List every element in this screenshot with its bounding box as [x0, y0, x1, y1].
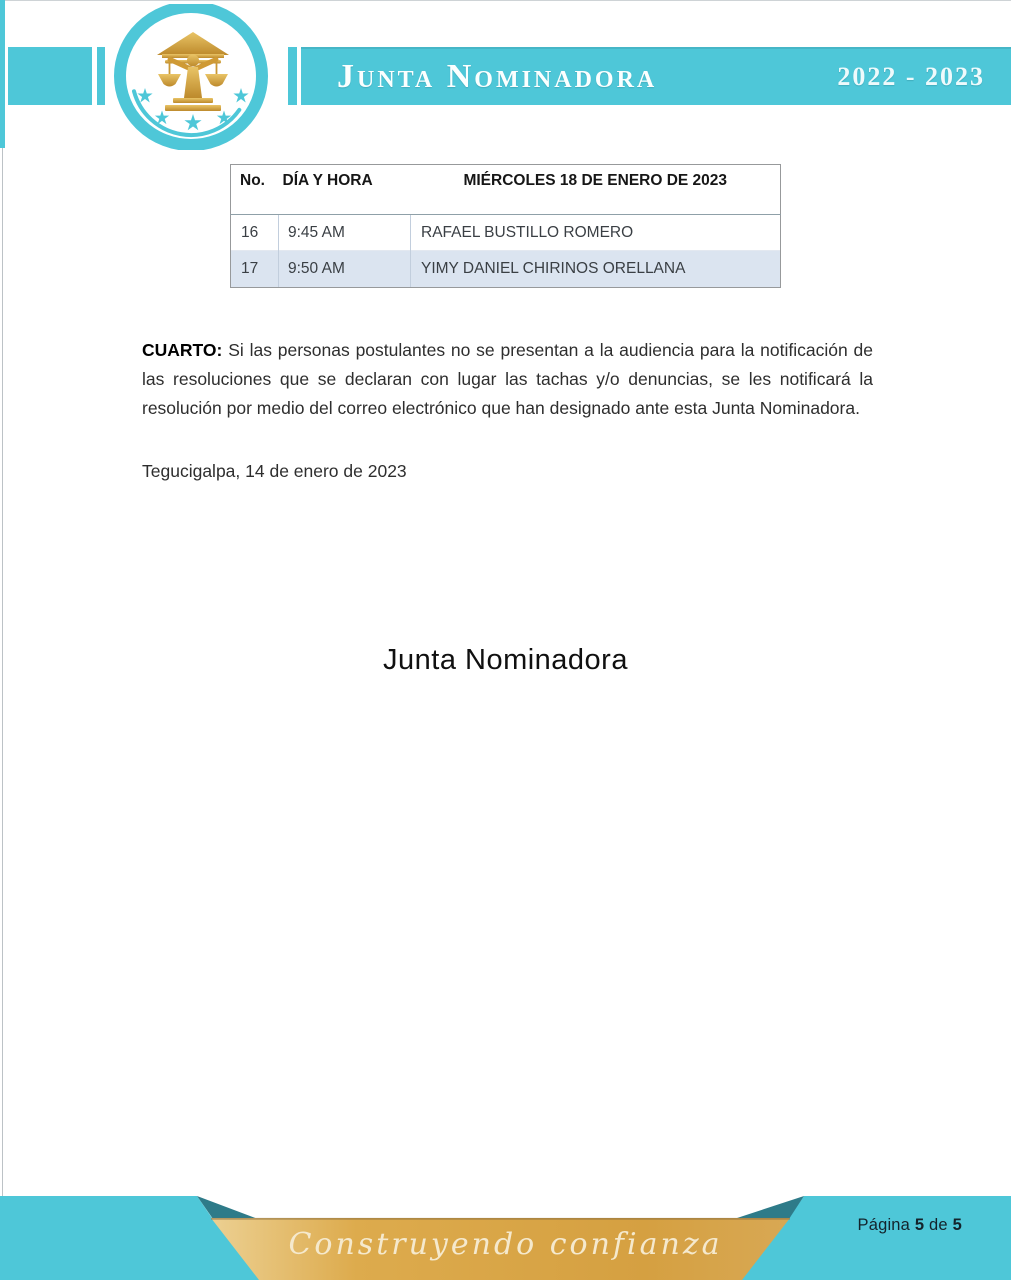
page-number-label [857, 1216, 962, 1235]
schedule-table-container [230, 164, 781, 288]
page-number: 5 [914, 1216, 925, 1234]
column-header-date: MIÉRCOLES 18 DE ENERO DE 2023 [411, 165, 781, 215]
clause-text: Si las personas postulantes no se presentan a la audiencia para la notificación de las resoluciones que se declaran con lugar las tachas y/o denuncias, se les notificará la resolución por medio del correo electrónico que han designado ante esta Junta Nominadora. [142, 340, 873, 418]
header-divider-bar [288, 47, 297, 105]
cell-time: 9:45 AM [279, 215, 411, 251]
table-row [231, 215, 781, 251]
table-header-row [231, 165, 781, 215]
header-left-edge-strip [0, 0, 5, 148]
clause-paragraph [142, 336, 873, 423]
footer-slogan: Construyendo confianza [288, 1227, 723, 1262]
dateline: Tegucigalpa, 14 de enero de 2023 [142, 461, 407, 481]
header-left-block [8, 47, 92, 105]
signature-heading: Junta Nominadora [383, 644, 628, 676]
junta-nominadora-logo [112, 4, 270, 150]
footer-white-notch [197, 1196, 804, 1218]
page-left-edge [2, 0, 3, 1280]
column-header-no: No. [231, 165, 279, 215]
header-left-bar [97, 47, 105, 105]
cell-name: YIMY DANIEL CHIRINOS ORELLANA [411, 251, 781, 288]
cell-time: 9:50 AM [279, 251, 411, 288]
cell-name: RAFAEL BUSTILLO ROMERO [411, 215, 781, 251]
table-row-highlighted [231, 251, 781, 288]
header-title-band [301, 47, 1011, 105]
header-years: 2022 - 2023 [837, 62, 985, 91]
scales-of-justice-icon [112, 4, 270, 150]
page-word: Página [857, 1216, 911, 1234]
page-total: 5 [952, 1216, 962, 1234]
clause-label: CUARTO: [142, 340, 223, 360]
column-header-day-time: DÍA Y HORA [279, 165, 411, 215]
page-top-edge [0, 0, 1011, 1]
cell-no: 16 [231, 215, 279, 251]
header-title: Junta Nominadora [337, 58, 658, 95]
cell-no: 17 [231, 251, 279, 288]
schedule-table [230, 164, 781, 288]
of-word: de [929, 1216, 948, 1234]
